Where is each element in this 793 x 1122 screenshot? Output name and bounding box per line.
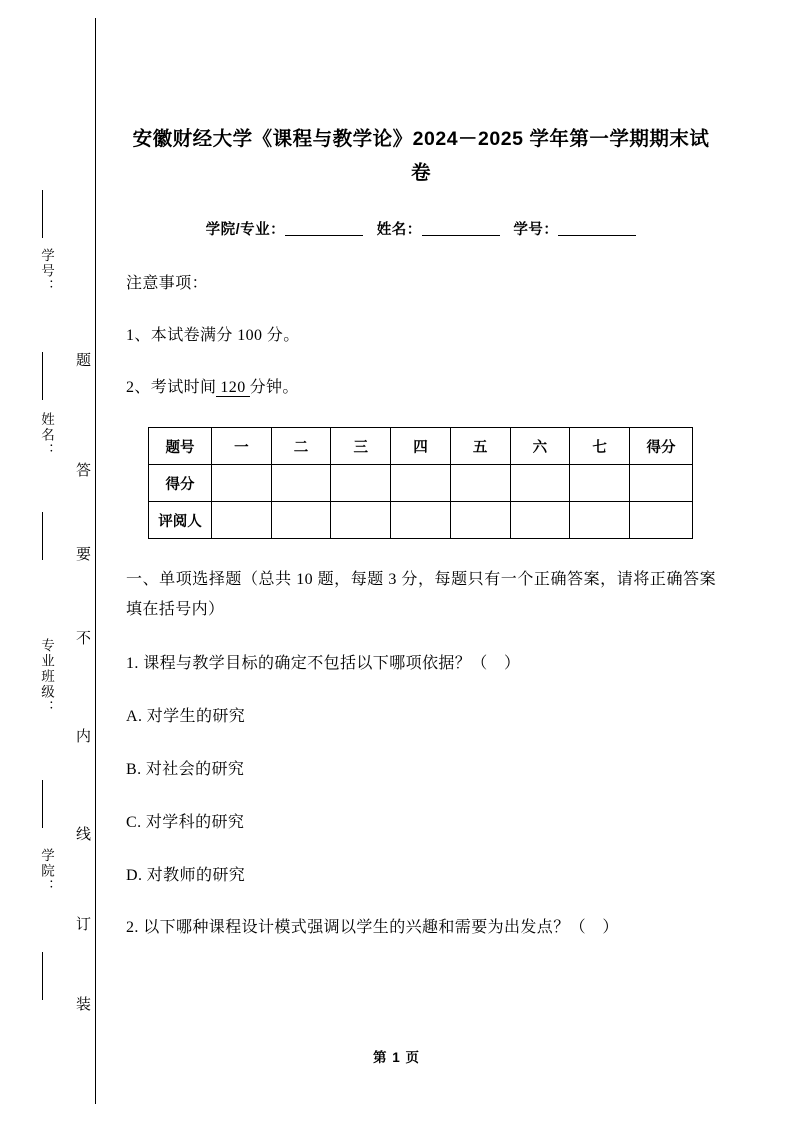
student-info-line (126, 218, 716, 239)
margin-big-char-5: 线 (74, 826, 91, 871)
score-row-0-cell-7: 得分 (630, 428, 693, 465)
table-row (149, 465, 693, 502)
question-1: 1. 课程与教学目标的确定不包括以下哪项依据？（ ） (126, 655, 521, 672)
score-row-0-cell-6: 七 (570, 428, 630, 465)
notice-item-2-text-before: 2、考试时间 (126, 379, 217, 396)
question-1-option-a[interactable]: A. 对学生的研究 (126, 708, 246, 725)
score-row-2-cell-1[interactable] (271, 502, 331, 539)
question-2: 2. 以下哪种课程设计模式强调以学生的兴趣和需要为出发点？（ ） (126, 919, 619, 936)
margin-rule-4 (42, 780, 43, 828)
margin-big-char-1: 答 (74, 462, 91, 507)
field-blank-college-major[interactable] (285, 221, 363, 236)
table-row (149, 502, 693, 539)
margin-big-char-2: 要 (74, 546, 91, 591)
score-row-1-cell-6[interactable] (570, 465, 630, 502)
field-label-college-major: 学院/专业： (205, 222, 286, 238)
notice-item-2 (126, 375, 716, 401)
section-heading-1: 一、单项选择题（总共 10 题，每题 3 分，每题只有一个正确答案，请将正确答案填在括号内） (126, 571, 716, 618)
score-row-2-cell-0[interactable] (212, 502, 272, 539)
table-row (149, 428, 693, 465)
question-1-option-d[interactable]: D. 对教师的研究 (126, 867, 246, 884)
margin-rule-5 (42, 952, 43, 1000)
margin-big-char-4: 内 (74, 728, 91, 773)
score-row-2-cell-5[interactable] (510, 502, 570, 539)
score-row-1-cell-0[interactable] (212, 465, 272, 502)
score-row-0-cell-1: 二 (271, 428, 331, 465)
score-row-1-cell-5[interactable] (510, 465, 570, 502)
score-row-2-cell-7[interactable] (630, 502, 693, 539)
binding-line (95, 18, 96, 1104)
score-row-0-cell-0: 一 (212, 428, 272, 465)
score-row-1-cell-2[interactable] (331, 465, 391, 502)
score-row-0-cell-3: 四 (391, 428, 451, 465)
margin-big-char-0: 题 (74, 352, 91, 397)
notice-item-1 (126, 323, 716, 349)
margin-rule-1 (42, 190, 43, 238)
question-1-option-b[interactable]: B. 对社会的研究 (126, 761, 245, 778)
score-row-0-cell-2: 三 (331, 428, 391, 465)
score-row-2-cell-2[interactable] (331, 502, 391, 539)
notice-item-1-text: 1、本试卷满分 100 分。 (126, 327, 300, 344)
margin-label-xingming: 姓名： (39, 412, 54, 459)
margin-big-char-3: 不 (74, 630, 91, 675)
score-row-1-cell-7[interactable] (630, 465, 693, 502)
score-row-2-cell-6[interactable] (570, 502, 630, 539)
score-table (148, 427, 693, 539)
margin-label-xuehao: 学号： (39, 248, 54, 295)
score-row-1-cell-4[interactable] (450, 465, 510, 502)
score-row-0-cell-5: 六 (510, 428, 570, 465)
score-row-1-header: 得分 (149, 465, 212, 502)
notice-item-2-text-after: 分钟。 (249, 379, 299, 396)
score-row-1-cell-1[interactable] (271, 465, 331, 502)
question-1-option-c[interactable]: C. 对学科的研究 (126, 814, 245, 831)
left-margin-column (0, 0, 95, 1122)
score-row-2-header: 评阅人 (149, 502, 212, 539)
score-row-0-header: 题号 (149, 428, 212, 465)
page-footer: 第 1 页 (372, 1050, 420, 1065)
score-row-1-cell-3[interactable] (391, 465, 451, 502)
field-blank-student-id[interactable] (558, 221, 636, 236)
margin-big-char-6: 订 (74, 916, 91, 961)
exam-duration-value: 120 (216, 379, 249, 397)
margin-big-char-7: 装 (74, 996, 91, 1041)
margin-label-xueyuan: 学院： (39, 848, 54, 895)
field-blank-name[interactable] (422, 221, 500, 236)
document-body (126, 0, 716, 941)
notice-heading: 注意事项： (126, 275, 209, 292)
page-title: 安徽财经大学《课程与教学论》2024－2025 学年第一学期期末试卷 (132, 128, 710, 184)
margin-rule-3 (42, 512, 43, 560)
score-row-2-cell-3[interactable] (391, 502, 451, 539)
margin-rule-2 (42, 352, 43, 400)
field-label-name: 姓名： (376, 222, 422, 238)
score-row-0-cell-4: 五 (450, 428, 510, 465)
score-row-2-cell-4[interactable] (450, 502, 510, 539)
margin-label-zhuanye-banji: 专业班级： (39, 638, 54, 716)
field-label-student-id: 学号： (513, 222, 559, 238)
